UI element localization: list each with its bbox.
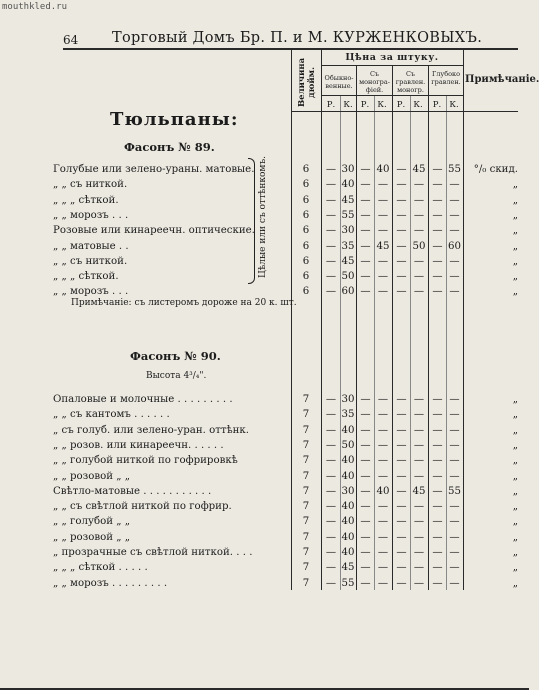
cell-c1r: — [325,485,337,497]
cell-c1k: 40 [341,455,355,467]
cell-c4k: — [449,547,460,558]
cell-c1k: 40 [341,501,355,513]
cell-c2r: — [360,225,371,237]
cell-c4r: — [432,394,443,405]
col-header-price: Цѣна за штуку. [345,52,439,63]
cell-c2k: — [377,501,389,513]
row-label: „ „ съ свѣтлой ниткой по гофрир. [53,501,232,513]
cell-c1k: 45 [341,562,355,574]
style-89-remark: Примѣчанiе: съ листеромъ дороже на 20 к. шт. [71,298,297,308]
cell-c4r: — [432,286,443,298]
cell-c1r: — [325,439,337,451]
cell-c4k: — [449,577,460,589]
cell-c2k: 40 [376,485,390,497]
row-label: „ „ морозъ . . . [53,209,129,221]
cell-d: 6 [302,286,310,298]
cell-c3r: — [396,255,407,267]
cell-c3k: 50 [412,240,426,252]
style-90-title: Фасонъ № 90. [130,349,221,363]
cell-d: 7 [302,531,310,543]
cell-c2r: — [360,577,371,589]
kop-label: К. [449,100,459,110]
cell-c2r: — [360,455,371,467]
cell-c1k: 40 [341,470,355,482]
cell-c4r: — [432,531,443,543]
cell-c2r: — [360,547,371,558]
row-label: „ „ розовой „ „ [53,531,131,543]
cell-c2k: — [377,409,389,421]
cell-note: „ [512,439,518,451]
cell-c3r: — [396,531,407,543]
cell-c1r: — [325,164,337,175]
cell-c3k: 45 [412,485,426,497]
cell-c3k: — [413,470,425,482]
watermark: mouthkled.ru [2,2,68,12]
cell-c4r: — [432,455,443,467]
cell-c3k: — [413,286,425,298]
cell-c1r: — [325,255,337,267]
cell-c1k: 40 [341,531,355,543]
cell-c2r: — [360,439,371,451]
cell-c2r: — [360,164,371,175]
cell-c1k: 35 [341,240,355,252]
cell-d: 6 [302,255,310,267]
cell-c3r: — [396,164,407,175]
cell-c2r: — [360,271,371,283]
cell-c4r: — [432,225,443,237]
cell-d: 7 [302,470,310,482]
cell-c4r: — [432,409,443,421]
cell-note: „ [512,409,518,421]
cell-c2r: — [360,531,371,543]
cell-c1k: 30 [341,394,355,405]
rub-label: Р. [326,100,336,110]
cell-c2k: — [377,562,389,574]
cell-d: 7 [302,562,310,574]
group-brace [248,158,255,284]
cell-d: 6 [302,194,310,206]
cell-c3k: — [413,547,425,558]
cell-c2r: — [360,409,371,421]
cell-c1r: — [325,209,337,221]
cell-c2r: — [360,394,371,405]
cell-c4r: — [432,271,443,283]
cell-note: „ [512,516,518,528]
cell-c1r: — [325,501,337,513]
col-divider-left [291,50,292,590]
cell-c2k: — [377,439,389,451]
cell-c4r: — [432,485,443,497]
row-label: Свѣтло-матовые . . . . . . . . . . . [53,485,212,497]
cell-c4r: — [432,179,443,191]
cell-note: „ [512,455,518,467]
row-label: Голубые или зелено-ураны. матовые. [53,164,255,175]
row-label: „ „ „ сѣткой . . . . . [53,562,148,574]
cell-c1r: — [325,240,337,252]
cell-c1k: 40 [341,516,355,528]
cell-d: 7 [302,501,310,513]
row-label: „ „ матовые . . [53,240,129,252]
row-label: Опаловые и молочные . . . . . . . . . [53,394,233,405]
cell-d: 6 [302,209,310,221]
cell-note: „ [512,179,518,191]
cell-c2r: — [360,516,371,528]
cell-c3k: — [413,409,425,421]
cell-c4k: — [449,271,460,283]
cell-c2k: — [377,455,389,467]
row-label: „ „ розовой „ „ [53,470,131,482]
cell-c4k: — [449,286,460,298]
cell-d: 7 [302,455,310,467]
cell-c4r: — [432,501,443,513]
cell-c3r: — [396,439,407,451]
cell-c2r: — [360,286,371,298]
cell-c1r: — [325,562,337,574]
cell-note: „ [512,240,518,252]
cell-c3r: — [396,209,407,221]
cell-c3k: — [413,271,425,283]
cell-c1r: — [325,577,337,589]
cell-c2k: — [377,194,389,206]
cell-d: 7 [302,439,310,451]
cell-c4r: — [432,516,443,528]
cell-c1r: — [325,394,337,405]
cell-c2r: — [360,485,371,497]
cell-note: „ [512,286,518,298]
cell-d: 7 [302,394,310,405]
cell-c2k: — [377,531,389,543]
cell-c1k: 45 [341,255,355,267]
row-label: „ „ съ ниткой. [53,179,128,191]
cell-note: °/₀ скид. [473,164,518,175]
row-label: Розовые или кинареечн. оптические. [53,225,255,237]
cell-c1k: 45 [341,194,355,206]
cell-c3r: — [396,562,407,574]
cell-c4k: — [449,209,460,221]
col-header-mono: Съ моногра-фiей. [359,70,390,94]
cell-d: 7 [302,409,310,421]
cell-c2k: — [377,470,389,482]
cell-c2k: — [377,547,389,558]
style-89-title: Фасонъ № 89. [124,140,215,154]
cell-c2k: — [377,394,389,405]
cell-c2r: — [360,209,371,221]
cell-c4r: — [432,255,443,267]
cell-c1k: 35 [341,409,355,421]
row-label: „ „ морозъ . . . . . . . . . [53,577,168,589]
style-90-height: Высота 4³/₄". [146,371,207,381]
cell-c1r: — [325,531,337,543]
cell-c1k: 55 [341,577,355,589]
cell-note: „ [512,531,518,543]
cell-c4r: — [432,439,443,451]
cell-note: „ [512,547,518,558]
cell-c3r: — [396,240,407,252]
cell-note: „ [512,394,518,405]
cell-d: 7 [302,424,310,436]
kop-label: К. [377,100,387,110]
cell-d: 7 [302,485,310,497]
cell-c3k: — [413,424,425,436]
cell-c1r: — [325,409,337,421]
cell-c3r: — [396,271,407,283]
cell-note: „ [512,424,518,436]
section-title: Тюльпаны: [110,109,239,130]
cell-c2k: — [377,516,389,528]
cell-c1r: — [325,455,337,467]
cell-note: „ [512,470,518,482]
page-number: 64 [63,33,79,47]
cell-d: 7 [302,547,310,558]
cell-c2k: — [377,209,389,221]
cell-c2r: — [360,501,371,513]
cell-c3k: — [413,209,425,221]
cell-note: „ [512,485,518,497]
cell-c1k: 30 [341,225,355,237]
cell-c4k: — [449,179,460,191]
cell-c1k: 60 [341,286,355,298]
cell-c4k: 60 [448,240,461,252]
row-label: „ „ съ кантомъ . . . . . . [53,409,170,421]
cell-c4r: — [432,164,443,175]
col-header-deep: Глубоко гравлен. [431,70,461,86]
cell-c1k: 30 [341,485,355,497]
cell-c4k: — [449,194,460,206]
row-label: „ „ розов. или кинареечн. . . . . . [53,439,224,451]
cell-c1k: 40 [341,179,355,191]
cell-note: „ [512,271,518,283]
cell-c4k: — [449,255,460,267]
cell-c3r: — [396,225,407,237]
cell-c4k: — [449,225,460,237]
cell-c3k: 45 [412,164,426,175]
page-header-title: Торговый Домъ Бр. П. и М. КУРЖЕНКОВЫХЪ. [112,30,483,46]
cell-c2r: — [360,255,371,267]
cell-c2k: — [377,424,389,436]
cell-c1k: 40 [341,424,355,436]
cell-c4k: — [449,424,460,436]
cell-c3k: — [413,225,425,237]
cell-c1k: 50 [341,439,355,451]
cell-c2k: — [377,179,389,191]
cell-c3k: — [413,562,425,574]
col-header-size: Величина дюйм. [297,57,317,107]
cell-c2k: 40 [376,164,390,175]
col-header-remark: Примѣчанiе. [465,74,539,85]
cell-c2k: — [377,255,389,267]
cell-c3k: — [413,439,425,451]
cell-c3r: — [396,547,407,558]
cell-c2r: — [360,179,371,191]
cell-c1k: 50 [341,271,355,283]
cell-c4k: — [449,470,460,482]
cell-c3k: — [413,501,425,513]
cell-c3r: — [396,577,407,589]
row-label: „ „ съ ниткой. [53,255,128,267]
cell-c3k: — [413,516,425,528]
cell-c3k: — [413,179,425,191]
side-label: Цѣлые или съ оттѣнкомъ. [258,156,268,278]
cell-c3r: — [396,194,407,206]
cell-note: „ [512,577,518,589]
cell-c3r: — [396,286,407,298]
row-label: „ „ „ сѣткой. [53,271,119,283]
cell-c1r: — [325,470,337,482]
cell-c4k: — [449,394,460,405]
cell-c3r: — [396,424,407,436]
row-label: „ „ голубой ниткой по гофрировкѣ [53,455,238,467]
cell-note: „ [512,255,518,267]
cell-c4k: — [449,455,460,467]
cell-c2r: — [360,240,371,252]
cell-note: „ [512,209,518,221]
col-header-engr: Съ гравлен. моногр. [395,70,426,94]
cell-d: 7 [302,577,310,589]
rub-label: Р. [360,100,370,110]
cell-c4k: — [449,531,460,543]
cell-c1k: 30 [341,164,355,175]
cell-c1r: — [325,225,337,237]
cell-c3k: — [413,531,425,543]
cell-c3r: — [396,179,407,191]
cell-c3r: — [396,455,407,467]
kop-label: К. [343,100,353,110]
cell-c2k: — [377,225,389,237]
cell-c4r: — [432,424,443,436]
cell-c1r: — [325,424,337,436]
col-header-plain: Обыкно-венные. [324,74,354,90]
col-divider-deep [463,50,464,590]
rub-label: Р. [396,100,406,110]
cell-d: 7 [302,516,310,528]
cell-c3r: — [396,394,407,405]
cell-c4k: — [449,516,460,528]
cell-c4r: — [432,194,443,206]
cell-c4r: — [432,547,443,558]
cell-c1r: — [325,286,337,298]
cell-c4r: — [432,209,443,221]
cell-c3r: — [396,501,407,513]
cell-c4k: — [449,439,460,451]
row-label: „ „ „ сѣткой. [53,194,119,206]
cell-c2k: — [377,577,389,589]
cell-c3r: — [396,485,407,497]
row-label: „ съ голуб. или зелено-уран. оттѣнк. [53,424,250,436]
cell-c1r: — [325,271,337,283]
cell-c4r: — [432,240,443,252]
cell-c1r: — [325,194,337,206]
cell-c4k: 55 [448,485,461,497]
cell-c2r: — [360,194,371,206]
cell-c2r: — [360,562,371,574]
row-label: „ прозрачные съ свѣтлой ниткой. . . . [53,547,253,558]
rub-label: Р. [432,100,442,110]
cell-c3k: — [413,194,425,206]
cell-c3k: — [413,577,425,589]
cell-c4k: — [449,409,460,421]
cell-c2k: — [377,286,389,298]
cell-d: 6 [302,225,310,237]
kop-label: К. [413,100,423,110]
cell-c4r: — [432,562,443,574]
row-label: „ „ голубой „ „ [53,516,131,528]
cell-note: „ [512,225,518,237]
cell-c2r: — [360,470,371,482]
cell-c2k: 45 [376,240,390,252]
cell-c3k: — [413,255,425,267]
cell-note: „ [512,501,518,513]
cell-note: „ [512,194,518,206]
cell-d: 6 [302,179,310,191]
cell-c4r: — [432,577,443,589]
cell-c1r: — [325,547,337,558]
cell-c3r: — [396,516,407,528]
cell-c1k: 55 [341,209,355,221]
cell-c3r: — [396,409,407,421]
cell-c2k: — [377,271,389,283]
cell-c3k: — [413,455,425,467]
cell-c2r: — [360,424,371,436]
cell-c1k: 40 [341,547,355,558]
cell-c1r: — [325,179,337,191]
cell-c3k: — [413,394,425,405]
cell-c1r: — [325,516,337,528]
row-label: „ „ морозъ . . . [53,286,129,298]
cell-d: 6 [302,271,310,283]
cell-c4r: — [432,470,443,482]
cell-c4k: — [449,501,460,513]
cell-d: 6 [302,164,310,175]
cell-c3r: — [396,470,407,482]
cell-d: 6 [302,240,310,252]
cell-c4k: — [449,562,460,574]
cell-note: „ [512,562,518,574]
cell-c4k: 55 [448,164,461,175]
